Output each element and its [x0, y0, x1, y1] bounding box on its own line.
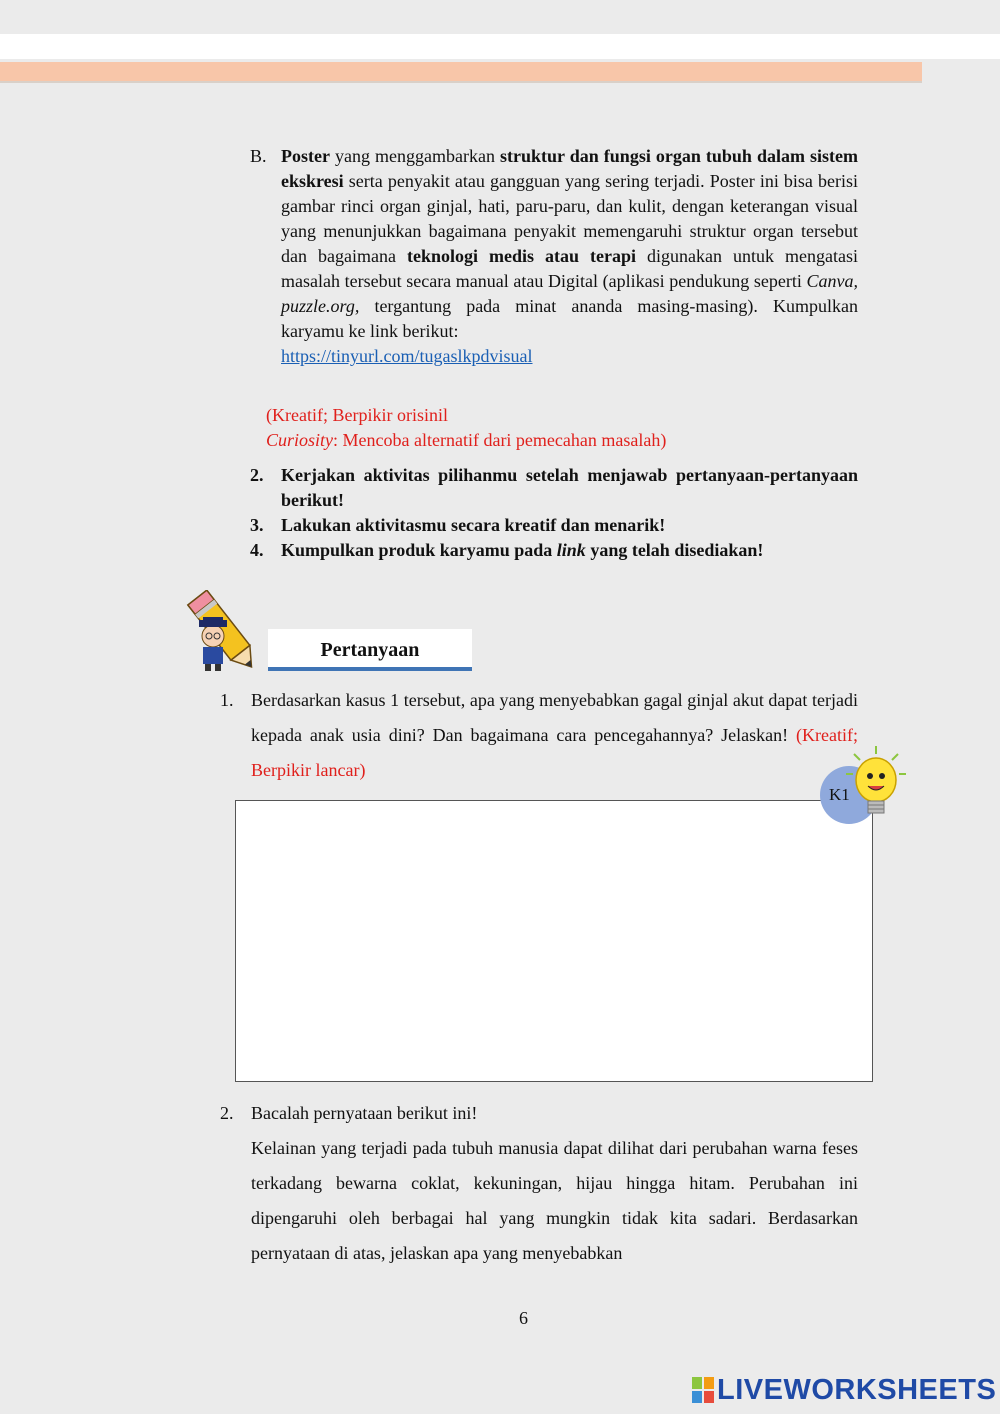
pencil-mascot-icon: [183, 590, 273, 674]
competency-tag: (Kreatif; Berpikir lancar): [251, 725, 858, 780]
question-2: [220, 1096, 858, 1271]
page-number: 6: [519, 1308, 528, 1328]
top-white-strip: [0, 34, 1000, 59]
brand-name: LIVEWORKSHEETS: [717, 1373, 997, 1406]
activity-option-b: [250, 144, 858, 369]
instruction-steps: [250, 463, 858, 563]
liveworksheets-logo: [692, 1373, 996, 1407]
step-item: 2. Kerjakan aktivitas pilihanmu setelah menjawab pertanyaan-pertanyaan berikut!: [250, 465, 858, 510]
submission-link[interactable]: https://tinyurl.com/tugaslkpdvisual: [281, 346, 533, 366]
section-title-pertanyaan: Pertanyaan: [268, 629, 472, 671]
competency-note: [266, 403, 666, 453]
question-text: Bacalah pernyataan berikut ini! Kelainan yang terjadi pada tubuh manusia dapat dilihat dari perubahan warna feses terkadang bewarna coklat, kekuningan, hijau hingga hitam. Perubahan ini dipengaruhi oleh berbagai hal yang mungkin tidak kita sadari. Berdasarkan pernyataan di atas, jelaskan apa yang menyebabkan: [251, 1103, 858, 1263]
step-item: 3. Lakukan aktivitasmu secara kreatif dan menarik!: [250, 515, 666, 535]
lightbulb-icon: [842, 744, 910, 826]
liveworksheets-logo-icon: [692, 1377, 714, 1403]
step-item: 4. Kumpulkan produk karyamu pada link yang telah disediakan!: [250, 540, 764, 560]
option-b-label: B.: [250, 146, 267, 166]
question-number: 1.: [220, 690, 234, 710]
competency-line-1: (Kreatif; Berpikir orisinil: [266, 405, 448, 425]
header-color-bar: [0, 62, 922, 83]
k1-badge: K1: [820, 766, 878, 824]
competency-line-2: Curiosity: Mencoba alternatif dari pemecahan masalah): [266, 430, 667, 450]
answer-input-box[interactable]: [235, 800, 873, 1082]
question-1: [220, 683, 858, 788]
question-number: 2.: [220, 1103, 234, 1123]
option-b-text: Poster yang menggambarkan struktur dan fungsi organ tubuh dalam sistem ekskresi serta penyakit atau gangguan yang sering terjadi. Poster ini bisa berisi gambar rinci organ ginjal, hati, paru-paru, dan kulit, dengan keterangan visual yang menunjukkan bagaimana penyakit memengaruhi struktur organ tersebut dan bagaimana teknologi medis atau terapi digunakan untuk mengatasi masalah tersebut secara manual atau Digital (aplikasi pendukung seperti Canva, puzzle.org, tergantung pada minat ananda masing-masing). Kumpulkan karyamu ke link berikut: https://tinyurl.com/tugaslkpdvisual: [281, 146, 858, 366]
question-text: Berdasarkan kasus 1 tersebut, apa yang menyebabkan gagal ginjal akut dapat terjadi kepada anak usia dini? Dan bagaimana cara pencegahannya? Jelaskan! (Kreatif; Berpikir lancar): [251, 690, 858, 780]
